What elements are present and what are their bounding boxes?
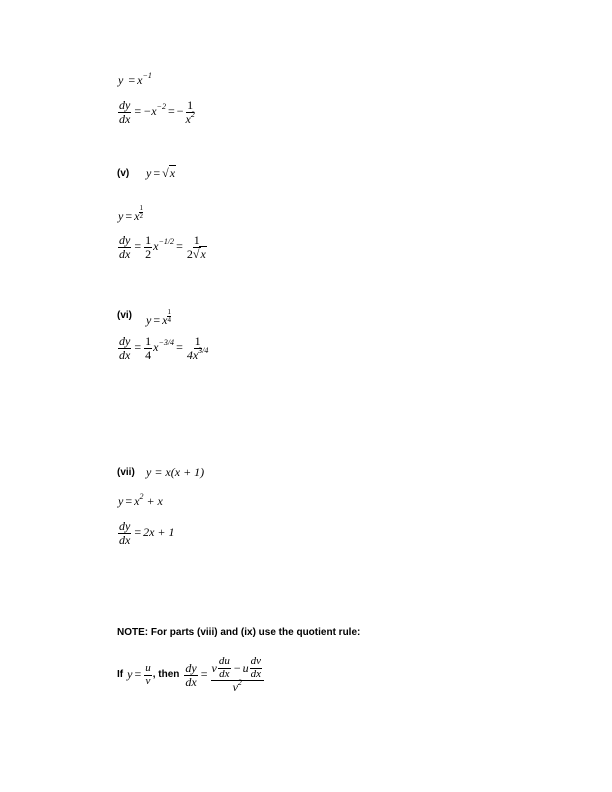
one-over-two-sqrt-x [186, 234, 208, 260]
equals: = [153, 313, 161, 327]
denominator [185, 109, 196, 126]
equals: = [200, 666, 208, 681]
var: v [232, 680, 238, 695]
equals: = [134, 524, 142, 539]
numerator: 1 [187, 98, 194, 112]
exponent: −2 [156, 101, 166, 111]
exponent: 2 [190, 109, 195, 119]
var: x [162, 313, 168, 327]
equals: = [176, 339, 183, 354]
exponent: −1/2 [158, 236, 175, 246]
equation-derivative-iv [117, 99, 197, 125]
exponent-fraction [139, 205, 143, 220]
var: x [153, 238, 159, 253]
equals: = [134, 103, 142, 118]
term: 4x [186, 347, 199, 362]
expression: 2x + 1 [143, 524, 175, 539]
equation-derivative-vii [117, 520, 175, 546]
denominator [186, 345, 210, 362]
denominator [186, 248, 208, 261]
denominator: dx [250, 667, 261, 680]
numerator: u [145, 661, 151, 674]
numerator: dv [250, 655, 261, 668]
numerator: 1 [193, 233, 200, 247]
var: x [134, 494, 140, 508]
numerator: 1 [139, 204, 143, 212]
numerator: 1 [194, 334, 201, 348]
numerator: 1 [145, 334, 152, 348]
radical-sign: √ [192, 246, 200, 261]
quotient-rule-expression [183, 656, 265, 694]
equation-y-equals-x-squared-plus-x [118, 492, 163, 508]
exponent: −1 [142, 71, 152, 80]
coefficient-fraction [144, 335, 152, 361]
minus: − [233, 660, 241, 675]
part-vii-label: (vii) [117, 467, 135, 478]
sqrt-x [162, 167, 176, 179]
numerator: dy [119, 98, 131, 112]
denominator: 4 [145, 347, 152, 362]
quotient-fraction [211, 656, 265, 694]
minus: − [176, 103, 184, 118]
denominator: dx [119, 246, 131, 261]
exponent: 2 [139, 492, 144, 501]
part-vi-label: (vi) [117, 310, 132, 321]
equals: = [167, 103, 175, 118]
if-label: If [117, 669, 124, 680]
denominator: dx [185, 674, 197, 689]
equation-y-equals-x-quarter [146, 309, 171, 326]
var: x [137, 73, 143, 87]
exponent: −3/4 [158, 337, 175, 347]
dy-dx-fraction [118, 234, 131, 260]
dy-dx-fraction [118, 99, 131, 125]
numerator: 1 [167, 308, 171, 316]
var: y [118, 73, 124, 87]
expression: y = x(x + 1) [146, 465, 205, 479]
dy-dx-fraction [118, 335, 131, 361]
numerator: dy [185, 660, 197, 675]
denominator: dx [119, 111, 131, 126]
equation-y-equals-x-inverse [118, 71, 152, 87]
then-label: , then [152, 669, 180, 680]
numerator: du [218, 655, 230, 668]
exponent-fraction [167, 309, 171, 324]
radicand: x [169, 166, 176, 180]
var: x [134, 209, 140, 223]
coefficient: 2 [186, 246, 193, 261]
sqrt-x [193, 248, 207, 261]
coefficient-fraction [144, 234, 152, 260]
equals: = [125, 494, 133, 508]
var: y [127, 666, 133, 681]
denominator: 2 [139, 212, 143, 220]
var: x [185, 111, 191, 126]
radicand: x [200, 246, 206, 261]
equals: = [134, 339, 142, 354]
var: y [118, 494, 124, 508]
exponent: 3/4 [198, 345, 209, 355]
denominator: dx [219, 667, 230, 680]
equals: = [153, 166, 161, 180]
var: y [146, 313, 152, 327]
equation-y-equals-x-x-plus-1 [146, 466, 204, 478]
term: −x [143, 103, 157, 118]
denominator: v [145, 674, 151, 687]
exponent: 2 [237, 678, 242, 688]
var: u [242, 660, 249, 675]
equals: = [134, 238, 142, 253]
y-equals-u-over-v [127, 663, 153, 687]
equals: = [125, 209, 133, 223]
term: + x [146, 494, 163, 508]
var: v [211, 660, 217, 675]
denominator: dx [119, 347, 131, 362]
radical-sign: √ [162, 166, 169, 180]
denominator: dx [119, 532, 131, 547]
denominator: 4 [167, 316, 171, 324]
equation-y-equals-sqrt-x [146, 167, 176, 179]
du-dx-fraction [218, 656, 231, 680]
part-v-label: (v) [117, 168, 130, 179]
dy-dx-fraction [118, 520, 131, 546]
equation-y-equals-x-half [118, 205, 143, 222]
numerator: dy [119, 519, 131, 533]
dv-dx-fraction [250, 656, 262, 680]
equation-derivative-v [117, 234, 209, 260]
quotient-rule-note: NOTE: For parts (viii) and (ix) use the quotient rule: [117, 627, 361, 638]
dy-dx-fraction [184, 662, 197, 688]
one-over-x-squared [185, 99, 196, 125]
one-over-4x-three-quarters [186, 335, 210, 361]
var: y [118, 209, 124, 223]
var: x [153, 339, 159, 354]
denominator [232, 678, 243, 695]
numerator: dy [119, 334, 131, 348]
numerator: dy [119, 233, 131, 247]
quotient-rule-formula [117, 650, 265, 700]
equals: = [176, 238, 183, 253]
denominator: 2 [145, 246, 152, 261]
equation-derivative-vi [117, 335, 210, 361]
var: y [146, 166, 152, 180]
numerator: 1 [145, 233, 152, 247]
equals: = [128, 73, 136, 87]
equals: = [134, 666, 142, 681]
u-over-v [144, 663, 152, 687]
